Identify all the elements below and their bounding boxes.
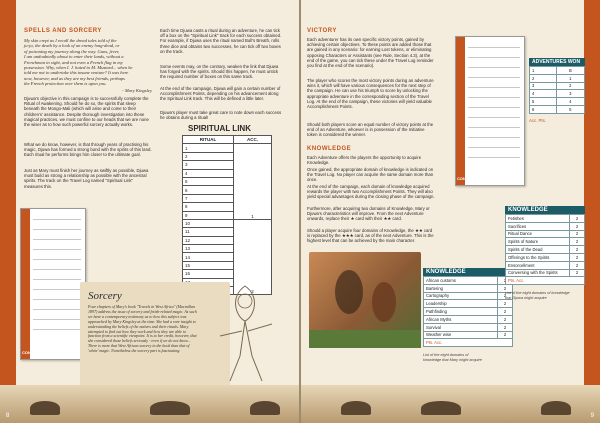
- adventure-number: 3: [530, 82, 557, 90]
- victory-heading: VICTORY: [307, 28, 337, 34]
- paragraph: Once gained, the appropriate domain of knowledge is indicated on the Travel Log. No player can acquire the same domain more than once.: [307, 167, 434, 183]
- knowledge-points[interactable]: 2: [498, 315, 513, 323]
- quote-line: possession. Why, when I. J. hated to M. Mustard... when he: [24, 65, 133, 71]
- quote-line: ju-ju, the death by a look of an enemy long-dead, or: [24, 43, 120, 49]
- paragraph: Should both players score an equal number of victory points at the end of an Adventure, whoever is in possession of the Initiative token is considered the winner.: [307, 122, 434, 138]
- table-row: [530, 82, 585, 90]
- travel-log-sheet: [20, 208, 86, 360]
- ritual-cell[interactable]: 7: [183, 194, 234, 202]
- sheet-logo: CONGO: [22, 350, 38, 355]
- table-footer-row: [424, 339, 513, 347]
- ritual-cell[interactable]: 16: [183, 270, 234, 278]
- knowledge-caption: List of the eight domains of knowledge that Mary might acquire: [423, 353, 482, 362]
- ritual-cell[interactable]: 9: [183, 211, 234, 219]
- points-footer: Pts. Acc.: [506, 277, 585, 285]
- table-row: [506, 222, 585, 230]
- knowledge-name: Spirits of Nature: [506, 238, 570, 246]
- savanna-footer: [0, 385, 299, 423]
- adventure-value[interactable]: 5: [556, 105, 584, 113]
- page-number: 9: [590, 413, 594, 419]
- quote-line: My skin crept as I recall the dread tales told of the: [24, 38, 117, 43]
- sheet-logo: CONGO: [457, 176, 473, 181]
- ritual-cell[interactable]: 12: [183, 236, 234, 244]
- paragraph: At the end of the campaign, Djuwa will gain a certain number of Accomplishment Points, depending on his advancement along the Spiritual Link track. This will be defined a little later.: [160, 86, 281, 102]
- table-row: [424, 315, 513, 323]
- knowledge-caption: List of the eight domains of knowledge that Djuwa might acquire: [505, 291, 570, 300]
- paragraph: Djuwa's objective in this campaign is to successfully complete the Ritual of Awakening. Should he do so, the spirits that sleep beneath the Mongo-Mali (which will arise and come to their children's' assistance. Despite thorough investigation into these magical practices, we must confine to our heads that we are none the wiser as to how such powerful sorcery actually works.: [24, 96, 149, 128]
- knowledge-points[interactable]: 2: [570, 269, 585, 277]
- table-row: [424, 300, 513, 308]
- paragraph: Each adventurer has its own specific victory points, gained by achieving certain objectives. To these points are added those that are gained in any scenario: for earning Lost tokens, or eliminating opposing Characters or Assistants (see Rule, Section 4.3), at the end of the game, you can tick these under the Travel Log reminder you find at the end of the scenario).: [307, 37, 434, 69]
- knowledge-name: Cartography: [424, 292, 498, 300]
- table-row: [506, 253, 585, 261]
- ritual-cell[interactable]: 6: [183, 186, 234, 194]
- knowledge-points[interactable]: 2: [570, 253, 585, 261]
- travel-log-sheet: [455, 36, 525, 186]
- knowledge-table-djuwa: [505, 206, 585, 300]
- knowledge-name: African Myths: [424, 315, 498, 323]
- column-header: RITUAL: [183, 136, 234, 144]
- table-row: [506, 230, 585, 238]
- table-row: [424, 331, 513, 339]
- sorcery-title: Sorcery: [88, 290, 122, 302]
- ritual-cell[interactable]: 11: [183, 228, 234, 236]
- knowledge-points[interactable]: 2: [498, 308, 513, 316]
- adventure-number: 4: [530, 90, 557, 98]
- knowledge-table-mary: [423, 268, 513, 362]
- quote-author: - Mary Kingsley: [122, 87, 152, 93]
- table-row: [530, 90, 585, 98]
- ritual-cell[interactable]: 3: [183, 161, 234, 169]
- ritual-cell[interactable]: 13: [183, 245, 234, 253]
- left-page-edge: [0, 0, 16, 423]
- table-row: [424, 308, 513, 316]
- knowledge-name: Ritual Dance: [506, 230, 570, 238]
- knowledge-points[interactable]: 2: [570, 246, 585, 254]
- right-page-edge: [584, 0, 600, 423]
- knowledge-points[interactable]: 2: [570, 215, 585, 223]
- table-row: [506, 238, 585, 246]
- table-footer-row: [506, 277, 585, 285]
- page-number: 8: [6, 413, 10, 419]
- ritual-cell[interactable]: 15: [183, 261, 234, 269]
- quote-line: the French protection over them is upon you.: [24, 81, 107, 87]
- knowledge-points[interactable]: 2: [498, 284, 513, 292]
- adventure-number: 6: [530, 105, 557, 113]
- paragraph: Djuwa's player must take great care to note down each success he obtains during a ritual!: [160, 110, 282, 121]
- mary-quote: [24, 38, 152, 93]
- adventures-footer: Acc. Pts.: [529, 117, 546, 123]
- knowledge-points[interactable]: 2: [570, 230, 585, 238]
- knowledge-name: Fetishes: [506, 215, 570, 223]
- knowledge-points[interactable]: 2: [498, 292, 513, 300]
- table-row: [530, 74, 585, 82]
- paragraph: What we do know, however, is that through years of practising his magic, Djuwa has formed a strong bond with the spirits of this land. Each ritual he performs brings him closer to the ultimate goal.: [24, 142, 152, 158]
- quote-line: of poisoning my journey along the way. Guns, fever,: [24, 48, 120, 54]
- knowledge-name: Offerings to the Spirits: [506, 253, 570, 261]
- spiritual-link-table: [182, 135, 272, 295]
- spiritual-link-title: SPIRITUAL LINK: [188, 124, 251, 133]
- savanna-footer: [301, 385, 600, 423]
- table-row: [506, 269, 585, 277]
- knowledge-name: Sacrifices: [506, 222, 570, 230]
- table-row: [530, 105, 585, 113]
- sorcery-text: Four chapters of Mary's book "Travels in West Africa" (Macmillan 1897) address the issue of sorcery and fetish-related magic. As such we have a contemporary testimony as to how this subject was approached by Mary Kingsley at the time. She had a rare insight to understanding the beliefs of the natives and their rituals. Mary attempted to find out how they work and how they are able to function from a scientific viewpoint. It is to her credit, however, that she considered those beliefs seriously - even if we do not know... There is more that West African sorcery in the book than that of 'white' magic. Nonetheless the sorcery part is fascinating.: [88, 304, 197, 354]
- knowledge-name: Weather wise: [424, 331, 498, 339]
- table-row: [424, 277, 513, 285]
- knowledge-points[interactable]: 2: [570, 261, 585, 269]
- paragraph: Each Adventure offers the players the opportunity to acquire Knowledge.: [307, 155, 422, 166]
- quote-line: told me not to undertake this insane venture? It was here: [24, 70, 129, 76]
- ritual-cell[interactable]: 10: [183, 219, 234, 227]
- knowledge-points[interactable]: 2: [498, 331, 513, 339]
- knowledge-points[interactable]: 2: [498, 323, 513, 331]
- adventure-value[interactable]: 1: [556, 74, 584, 82]
- table-row: [530, 98, 585, 106]
- figure-silhouettes: [309, 252, 421, 348]
- acc-cell: 1: [234, 144, 272, 220]
- knowledge-name: Leadership: [424, 300, 498, 308]
- table-row: [424, 323, 513, 331]
- knowledge-points[interactable]: 2: [570, 222, 585, 230]
- sorcerer-sketch: [200, 276, 290, 386]
- paragraph: Each time Djuwa casts a ritual during an adventure, he can tick off a box on the "Spiritual Link" track for each success obtained. For example, if Djuwa uses the ritual named Bull's Breath, rolls three dice and obtains two successes, he can tick off two boxes on the track.: [160, 28, 282, 54]
- table-row: [506, 261, 585, 269]
- knowledge-points[interactable]: 2: [570, 238, 585, 246]
- paragraph: Should a player acquire four domains of Knowledge, the ★★ card is replaced by the ★★★ card, as of the next Adventure. This is the highest level that can be achieved by the main character.: [307, 228, 434, 244]
- adventure-number: 5: [530, 98, 557, 106]
- knowledge-name: Bartering: [424, 284, 498, 292]
- ritual-cell[interactable]: 5: [183, 177, 234, 185]
- knowledge-table-title: KNOWLEDGE: [505, 206, 585, 214]
- table-row: [183, 144, 272, 152]
- knowledge-name: Survival: [424, 323, 498, 331]
- miniatures-photo: [309, 252, 421, 348]
- adventure-value[interactable]: 4: [556, 98, 584, 106]
- ritual-cell[interactable]: 1: [183, 144, 234, 152]
- points-footer: Pts. Acc.: [424, 339, 513, 347]
- paragraph: Just as Mary must finish her journey as swiftly as possible, Djuwa must build as strong a relationship as possible with the ancestral spirits. The track on the Travel Log named "Spiritual Link" measures this.: [24, 168, 149, 189]
- paragraph: At the end of the campaign, each domain of knowledge acquired rewards the player with two Accomplishment Points. They will also yield special advantages during the closing phase of the campaign.: [307, 184, 435, 200]
- table-row: [424, 292, 513, 300]
- ritual-cell[interactable]: 2: [183, 152, 234, 160]
- paragraph: The player who scores the most victory points during an adventure wins it, which will have various consequences for the next step of the campaign. He can use his triumph to score by unlocking the appropriate adventure in the corresponding section of the Travel Log. At the end of the campaign, these victories will yield valuable Accomplishment Points.: [307, 78, 434, 110]
- left-page: [0, 0, 299, 423]
- knowledge-name: Conversing with the Spirits: [506, 269, 570, 277]
- knowledge-heading: KNOWLEDGE: [307, 146, 352, 152]
- table-row: [506, 215, 585, 223]
- knowledge-name: Ensorcellment: [506, 261, 570, 269]
- quote-line: I am undoubtedly about to enter their lands, without a: [24, 54, 124, 60]
- adventure-value[interactable]: 2: [556, 82, 584, 90]
- acc-cell: 2: [234, 219, 272, 295]
- quote-line: Frenchman in sight, and not even a French flag in my: [24, 59, 123, 65]
- quote-line: now, however, and as they are my best friends, perhaps: [24, 75, 125, 81]
- column-header: ACC.: [234, 136, 272, 144]
- table-row: [424, 284, 513, 292]
- right-page: [301, 0, 600, 423]
- adventures-won-table: [529, 58, 585, 123]
- knowledge-name: Spirits of the Dead: [506, 246, 570, 254]
- ritual-cell[interactable]: 14: [183, 253, 234, 261]
- paragraph: Some events may, on the contrary, weaken the link that Djuwa has forged with the spirits. Should this happen, he must untick the required number of boxes on this same track.: [160, 64, 279, 80]
- knowledge-name: African customs: [424, 277, 498, 285]
- table-row: [506, 246, 585, 254]
- knowledge-points[interactable]: 2: [498, 300, 513, 308]
- ritual-cell[interactable]: 8: [183, 203, 234, 211]
- adventure-number: 1: [530, 67, 557, 75]
- table-row: [183, 219, 272, 227]
- table-row: [530, 67, 585, 75]
- adventures-won-title: ADVENTURES WON: [529, 58, 585, 66]
- knowledge-table-title: KNOWLEDGE: [423, 268, 513, 276]
- adventure-value[interactable]: B: [556, 67, 584, 75]
- knowledge-name: Pathfinding: [424, 308, 498, 316]
- ritual-cell[interactable]: 4: [183, 169, 234, 177]
- adventure-value[interactable]: 3: [556, 90, 584, 98]
- paragraph: Furthermore, after acquiring two domains of Knowledge, Mary or Djuwa's characteristics will improve. From the next Adventure onwards, replace their ★ card with their ★★ card.: [307, 206, 430, 222]
- adventure-number: 2: [530, 74, 557, 82]
- spells-sorcery-heading: SPELLS AND SORCERY: [24, 28, 102, 34]
